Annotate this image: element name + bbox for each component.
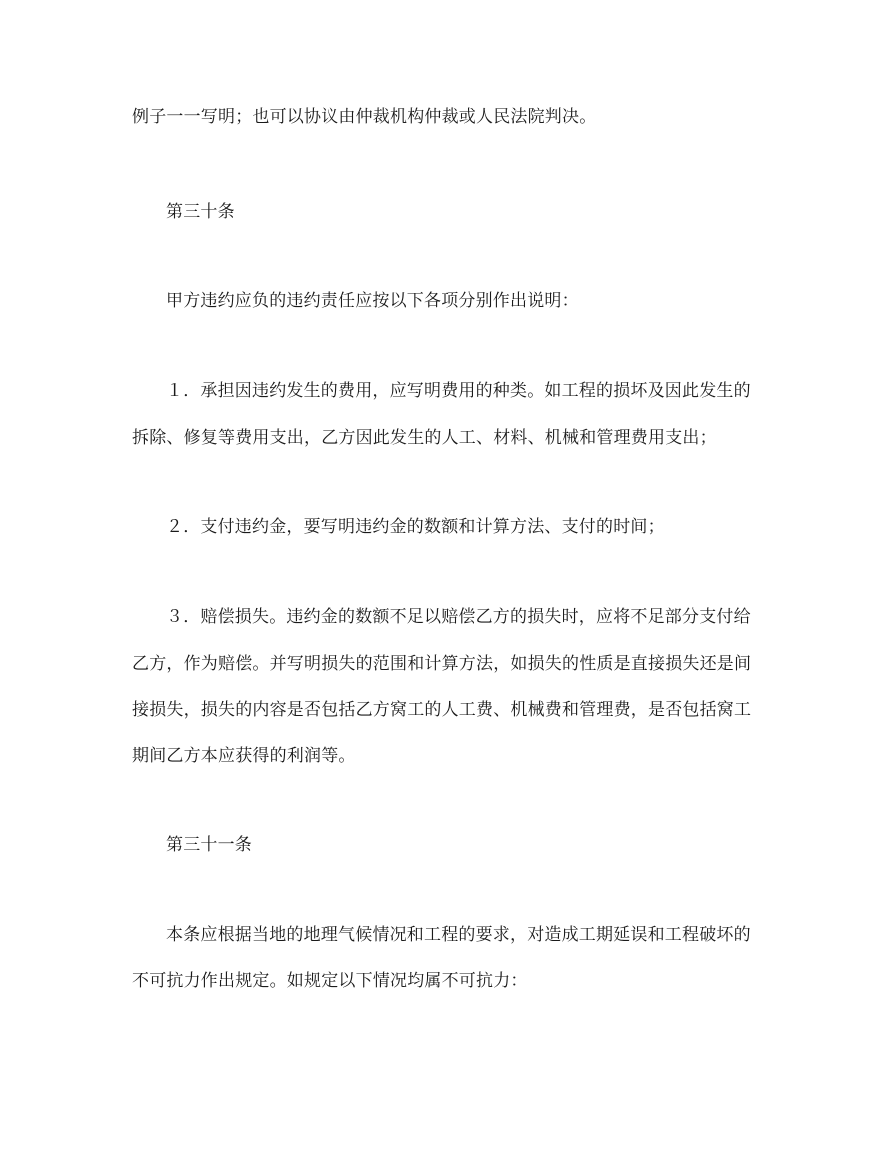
list-item-line: １．承担因违约发生的费用，应写明费用的种类。如工程的损坏及因此发生的: [166, 381, 751, 401]
list-item-line: 接损失，损失的内容是否包括乙方窝工的人工费、机械费和管理费，是否包括窝工: [132, 700, 752, 720]
paragraph-line: 不可抗力作出规定。如规定以下情况均属不可抗力：: [132, 971, 528, 991]
list-item-line: 期间乙方本应获得的利润等。: [132, 746, 356, 766]
paragraph-line: 例子一一写明；也可以协议由仲裁机构仲裁或人民法院判决。: [132, 107, 597, 127]
list-item-line: ２．支付违约金，要写明违约金的数额和计算方法、支付的时间；: [166, 517, 665, 537]
paragraph-line: 甲方违约应负的违约责任应按以下各项分别作出说明：: [166, 291, 579, 311]
article-heading: 第三十条: [166, 202, 235, 222]
article-heading: 第三十一条: [166, 835, 252, 855]
list-item-line: 拆除、修复等费用支出，乙方因此发生的人工、材料、机械和管理费用支出；: [132, 428, 717, 448]
list-item-line: ３．赔偿损失。违约金的数额不足以赔偿乙方的损失时，应将不足部分支付给: [166, 607, 751, 627]
paragraph-line: 本条应根据当地的地理气候情况和工程的要求，对造成工期延误和工程破坏的: [166, 925, 751, 945]
list-item-line: 乙方，作为赔偿。并写明损失的范围和计算方法，如损失的性质是直接损失还是间: [132, 654, 752, 674]
